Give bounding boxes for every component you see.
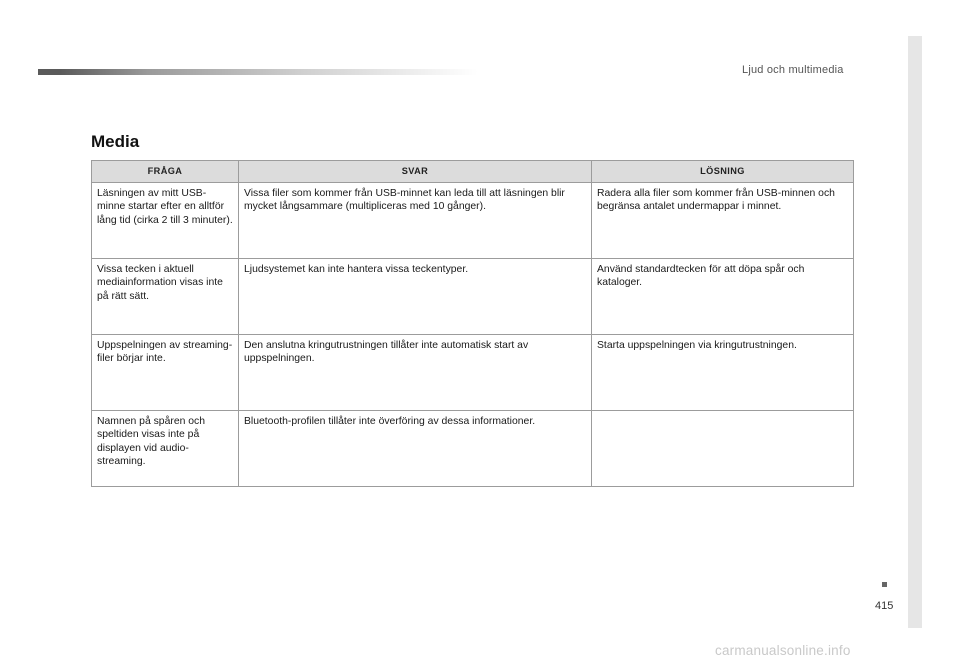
answer-cell: Bluetooth-profilen tillåter inte överföring av dessa informationer. (239, 411, 592, 487)
table-header-row (92, 161, 854, 183)
page-number: 415 (875, 600, 894, 612)
solution-cell: Använd standardtecken för att döpa spår och kataloger. (592, 259, 854, 335)
page-marker-square (882, 582, 887, 587)
solution-cell: Radera alla filer som kommer från USB-minnen och begränsa antalet undermappar i minnet. (592, 183, 854, 259)
column-header-answer: SVAR (239, 161, 592, 183)
table-row (92, 335, 854, 411)
answer-cell: Den anslutna kringutrustningen tillåter inte automatisk start av uppspelningen. (239, 335, 592, 411)
side-strip (908, 36, 922, 628)
solution-cell (592, 411, 854, 487)
table-row (92, 411, 854, 487)
page-title: Media (91, 132, 140, 151)
column-header-solution: LÖSNING (592, 161, 854, 183)
column-header-question: FRÅGA (92, 161, 239, 183)
solution-cell: Starta uppspelningen via kringutrustningen. (592, 335, 854, 411)
question-cell: Läsningen av mitt USB-minne startar efter en alltför lång tid (cirka 2 till 3 minuter). (92, 183, 239, 259)
watermark: carmanualsonline.info (715, 643, 851, 658)
header-decoration-bar (38, 69, 478, 75)
section-label: Ljud och multimedia (742, 64, 844, 76)
question-cell: Vissa tecken i aktuell mediainformation visas inte på rätt sätt. (92, 259, 239, 335)
table-row (92, 183, 854, 259)
answer-cell: Vissa filer som kommer från USB-minnet kan leda till att läsningen blir mycket långsammare (multipliceras med 10 gånger). (239, 183, 592, 259)
question-cell: Namnen på spåren och speltiden visas inte på displayen vid audio-streaming. (92, 411, 239, 487)
table-row (92, 259, 854, 335)
answer-cell: Ljudsystemet kan inte hantera vissa teckentyper. (239, 259, 592, 335)
troubleshooting-table (91, 160, 854, 487)
question-cell: Uppspelningen av streaming-filer börjar inte. (92, 335, 239, 411)
